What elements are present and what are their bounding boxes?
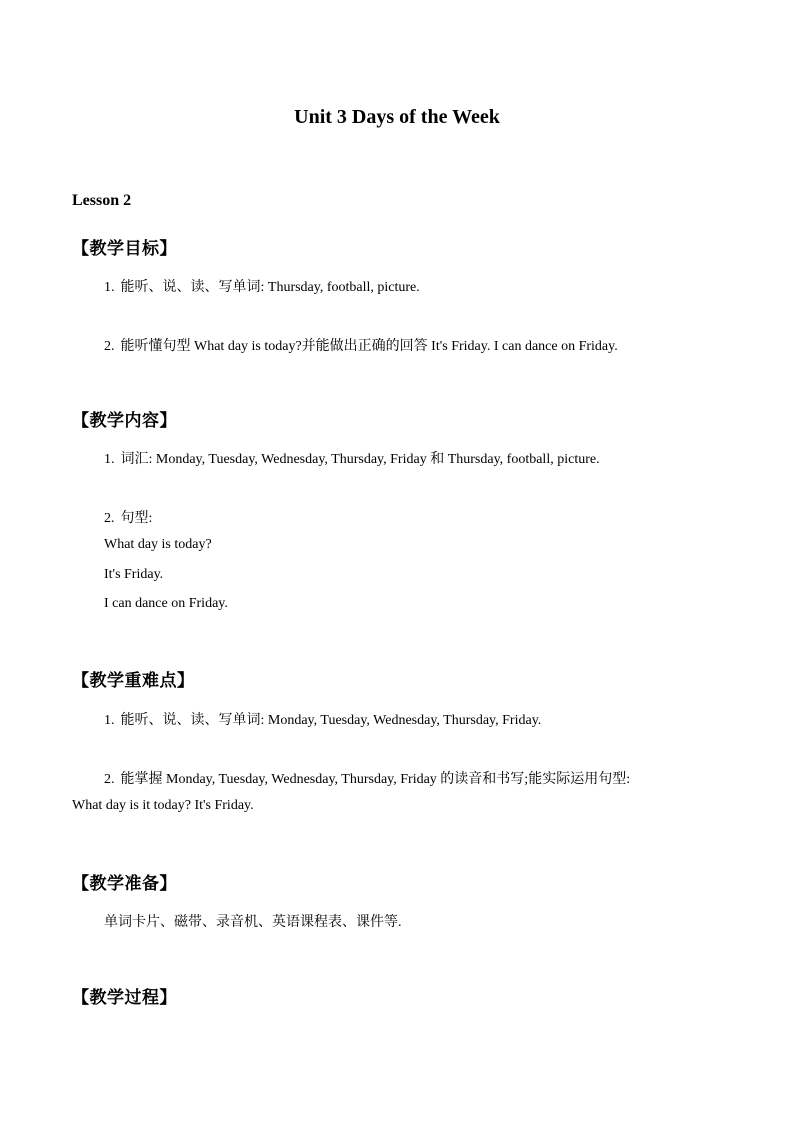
sentence-2: It's Friday. bbox=[104, 567, 164, 582]
preparation-text: 单词卡片、磁带、录音机、英语课程表、课件等. bbox=[104, 915, 402, 930]
key-points-heading: 【教学重难点】 bbox=[72, 671, 195, 691]
process-heading: 【教学过程】 bbox=[72, 988, 177, 1008]
key-point-item-1 bbox=[104, 709, 541, 729]
goal-item-2-text: 能听懂句型 What day is today?并能做出正确的回答 It's Friday. I can dance on Friday. bbox=[120, 339, 618, 354]
key-point-item-1-number: 1. bbox=[104, 713, 115, 728]
key-point-item-2-number: 2. bbox=[104, 772, 115, 787]
content-item-2-number: 2. bbox=[104, 511, 115, 526]
goal-item-1-number: 1. bbox=[104, 280, 115, 295]
goal-item-2 bbox=[104, 335, 618, 355]
content-item-2-text: 句型: bbox=[120, 511, 153, 526]
content-heading: 【教学内容】 bbox=[72, 411, 177, 431]
document-title: Unit 3 Days of the Week bbox=[294, 106, 500, 128]
goals-heading: 【教学目标】 bbox=[72, 239, 177, 259]
content-item-1-number: 1. bbox=[104, 452, 115, 467]
content-item-1 bbox=[104, 448, 600, 468]
sentence-3: I can dance on Friday. bbox=[104, 596, 228, 611]
key-point-item-2-continuation: What day is it today? It's Friday. bbox=[72, 798, 254, 813]
preparation-heading: 【教学准备】 bbox=[72, 874, 177, 894]
key-point-item-1-text: 能听、说、读、写单词: Monday, Tuesday, Wednesday, Thursday, Friday. bbox=[120, 713, 542, 728]
lesson-label: Lesson 2 bbox=[72, 192, 132, 209]
key-point-item-2-text: 能掌握 Monday, Tuesday, Wednesday, Thursday, Friday 的读音和书写;能实际运用句型: bbox=[120, 772, 631, 787]
content-item-1-text: 词汇: Monday, Tuesday, Wednesday, Thursday, Friday 和 Thursday, football, picture. bbox=[120, 452, 600, 467]
key-point-item-2 bbox=[104, 768, 630, 788]
content-item-2 bbox=[104, 507, 152, 527]
goal-item-1-text: 能听、说、读、写单词: Thursday, football, picture. bbox=[120, 280, 420, 295]
goal-item-1 bbox=[104, 276, 420, 296]
goal-item-2-number: 2. bbox=[104, 339, 115, 354]
sentence-1: What day is today? bbox=[104, 537, 212, 552]
